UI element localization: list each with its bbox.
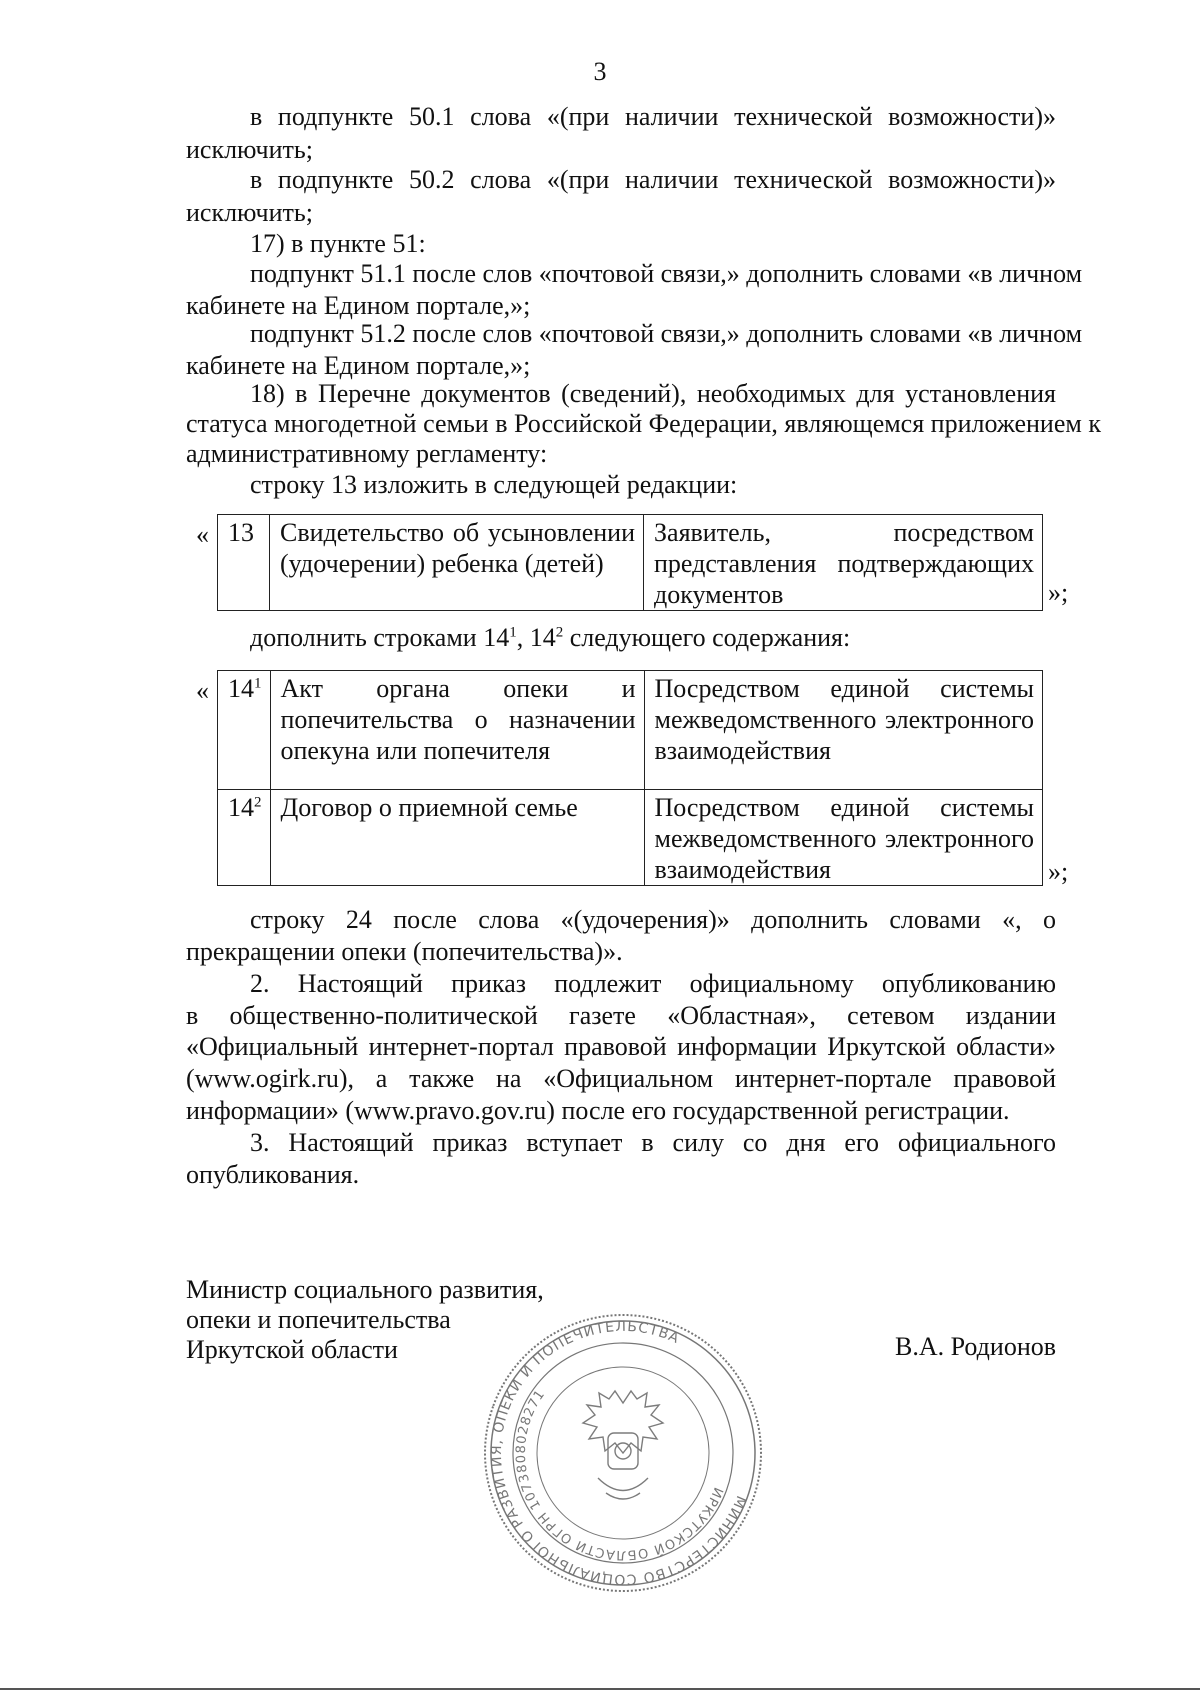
table-cell-document: Акт органа опеки и попечительства о назначении опекуна или попечителя [270, 671, 644, 790]
closing-quote: »; [1048, 578, 1069, 607]
table-cell-source: Посредством единой системы межведомственного электронного взаимодействия [644, 671, 1043, 790]
paragraph-line: статуса многодетной семьи в Российской Федерации, являющемся приложением к [186, 409, 1101, 438]
superscript: 1 [254, 675, 262, 692]
page-bottom-edge [0, 1688, 1200, 1690]
paragraph-line: кабинете на Едином портале,»; [186, 351, 531, 380]
paragraph-line: подпункт 51.1 после слов «почтовой связи,» дополнить словами «в личном [250, 259, 1083, 288]
paragraph-line: кабинете на Едином портале,»; [186, 291, 531, 320]
paragraph-line: строку 13 изложить в следующей редакции: [250, 470, 738, 499]
paragraph-line: опубликования. [186, 1160, 360, 1189]
paragraph-line: прекращении опеки (попечительства)». [186, 937, 623, 966]
paragraph-line: строку 24 после слова «(удочерения)» дополнить словами «, о [250, 905, 1056, 934]
table-cell-source: Посредством единой системы межведомственного электронного взаимодействия [644, 790, 1043, 886]
opening-quote: « [196, 676, 209, 705]
table-row [218, 515, 1043, 611]
text-fragment: дополнить строками 14 [250, 623, 510, 652]
text-fragment: , 14 [516, 623, 556, 652]
signature-title-line: Иркутской области [186, 1335, 398, 1364]
table-cell-document: Договор о приемной семье [270, 790, 644, 886]
table-cell-document: Свидетельство об усыновлении (удочерении) ребенка (детей) [270, 515, 644, 611]
paragraph-line: 2. Настоящий приказ подлежит официальному опубликованию [250, 969, 1056, 998]
table-cell-source: Заявитель, посредством представления подтверждающих документов [644, 515, 1043, 611]
table-row [218, 671, 1043, 790]
stamp-outer-text: МИНИСТЕРСТВО СОЦИАЛЬНОГО РАЗВИТИЯ, ОПЕКИ И ПОПЕЧИТЕЛЬСТВА [488, 1318, 749, 1588]
table-cell-number: 13 [218, 515, 270, 611]
paragraph-line: 18) в Перечне документов (сведений), необходимых для установления [250, 379, 1056, 408]
closing-quote: »; [1048, 857, 1069, 886]
document-table-row-13 [217, 514, 1043, 611]
official-seal-stamp [478, 1308, 768, 1598]
paragraph-line: в подпункте 50.2 слова «(при наличии технической возможности)» [250, 165, 1056, 194]
paragraph-line [250, 621, 850, 654]
superscript: 2 [555, 624, 564, 641]
signature-title-line: опеки и попечительства [186, 1305, 451, 1334]
row-number: 14 [228, 793, 254, 822]
paragraph-line: административному регламенту: [186, 439, 548, 468]
paragraph-line: подпункт 51.2 после слов «почтовой связи,» дополнить словами «в личном [250, 319, 1083, 348]
document-table-rows-14 [217, 670, 1043, 886]
paragraph-line: исключить; [186, 198, 313, 227]
coat-of-arms-icon [583, 1391, 663, 1499]
paragraph-line: в общественно-политической газете «Областная», сетевом издании [186, 1001, 1056, 1030]
paragraph-line: 17) в пункте 51: [250, 229, 426, 258]
paragraph-line: «Официальный интернет-портал правовой информации Иркутской области» [186, 1032, 1056, 1061]
paragraph-line: в подпункте 50.1 слова «(при наличии технической возможности)» [250, 102, 1056, 131]
table-cell-number [218, 790, 271, 886]
table-cell-number [218, 671, 271, 790]
page-number: 3 [593, 57, 607, 86]
superscript: 1 [509, 624, 517, 641]
opening-quote: « [196, 520, 209, 549]
superscript: 2 [254, 794, 262, 811]
signatory-name: В.А. Родионов [895, 1332, 1057, 1361]
paragraph-line: 3. Настоящий приказ вступает в силу со дня его официального [250, 1128, 1056, 1157]
paragraph-line: исключить; [186, 135, 313, 164]
row-number: 14 [228, 674, 254, 703]
signature-title-line: Министр социального развития, [186, 1275, 544, 1304]
stamp-inner-text: ИРКУТСКОЙ ОБЛАСТИ ОГРН 1073808028271 [513, 1386, 726, 1563]
text-fragment: следующего содержания: [563, 623, 851, 652]
paragraph-line: (www.ogirk.ru), а также на «Официальном интернет-портале правовой [186, 1064, 1056, 1093]
paragraph-line: информации» (www.pravo.gov.ru) после его государственной регистрации. [186, 1096, 1010, 1125]
table-row [218, 790, 1043, 886]
